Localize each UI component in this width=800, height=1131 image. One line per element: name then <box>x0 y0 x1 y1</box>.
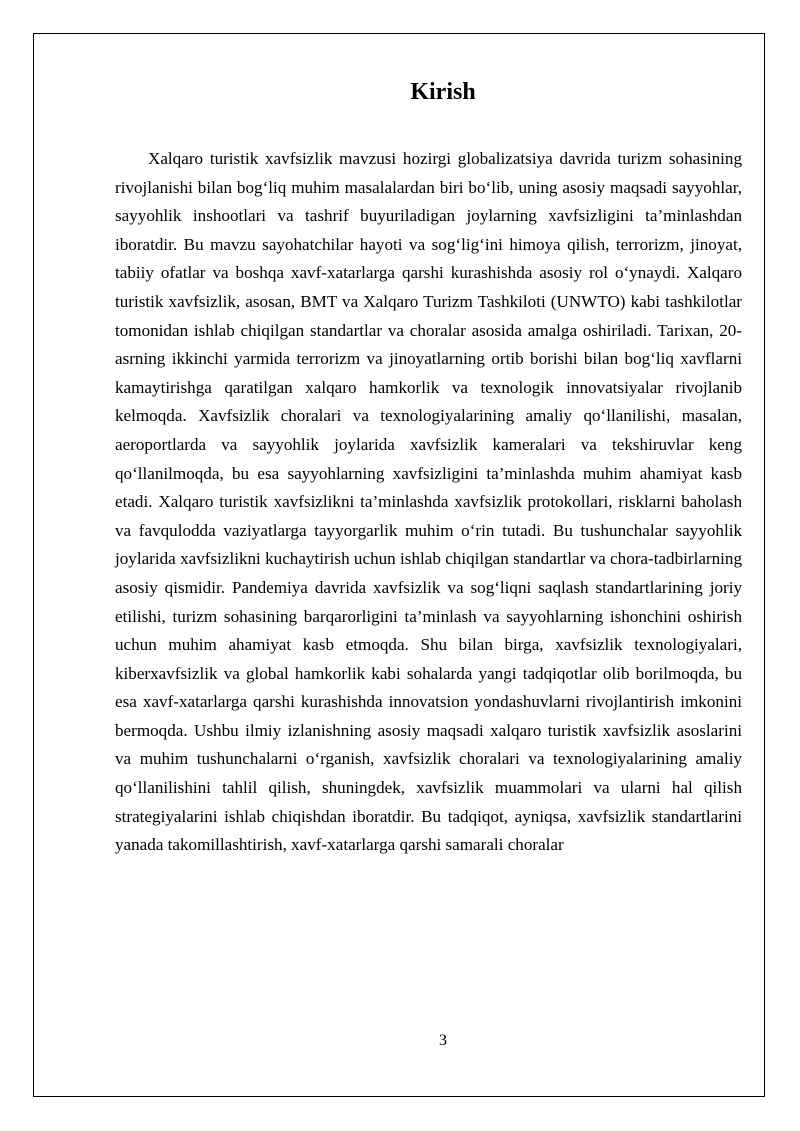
body-paragraph: Xalqaro turistik xavfsizlik mavzusi hozirgi globalizatsiya davrida turizm sohasining rivojlanishi bilan bog‘liq muhim masalalardan biri bo‘lib, uning asosiy maqsadi sayyohlar, sayyohlik inshootlari va tashrif buyuriladigan joylarning xavfsizligini ta’minlashdan iboratdir. Bu mavzu sayohatchilar hayoti va sog‘lig‘ini himoya qilish, terrorizm, jinoyat, tabiiy ofatlar va boshqa xavf-xatarlarga qarshi kurashishda asosiy rol o‘ynaydi. Xalqaro turistik xavfsizlik, asosan, BMT va Xalqaro Turizm Tashkiloti (UNWTO) kabi tashkilotlar tomonidan ishlab chiqilgan standartlar va choralar asosida amalga oshiriladi. Tarixan, 20-asrning ikkinchi yarmida terrorizm va jinoyatlarning ortib borishi bilan bog‘liq xavflarni kamaytirishga qaratilgan xalqaro hamkorlik va texnologik innovatsiyalar rivojlanib kelmoqda. Xavfsizlik choralari va texnologiyalarining amaliy qo‘llanilishi, masalan, aeroportlarda va sayyohlik joylarida xavfsizlik kameralari va tekshiruvlar keng qo‘llanilmoqda, bu esa sayyohlarning xavfsizligini ta’minlashda muhim ahamiyat kasb etadi. Xalqaro turistik xavfsizlikni ta’minlashda xavfsizlik protokollari, risklarni baholash va favqulodda vaziyatlarga tayyorgarlik muhim o‘rin tutadi. Bu tushunchalar sayyohlik joylarida xavfsizlikni kuchaytirish uchun ishlab chiqilgan standartlar va chora-tadbirlarning asosiy qismidir. Pandemiya davrida xavfsizlik va sog‘liqni saqlash standartlarining joriy etilishi, turizm sohasining barqarorligini ta’minlash va sayyohlarning ishonchini oshirish uchun muhim ahamiyat kasb etmoqda. Shu bilan birga, xavfsizlik texnologiyalari, kiberxavfsizlik va global hamkorlik kabi sohalarda yangi tadqiqotlar olib borilmoqda, bu esa xavf-xatarlarga qarshi kurashishda innovatsion yondashuvlarni rivojlantirish imkonini bermoqda. Ushbu ilmiy izlanishning asosiy maqsadi xalqaro turistik xavfsizlik asoslarini va muhim tushunchalarni o‘rganish, xavfsizlik choralari va texnologiyalarining amaliy qo‘llanilishini tahlil qilish, shuningdek, xavfsizlik muammolari va ularni hal qilish strategiyalarini ishlab chiqishdan iboratdir. Bu tadqiqot, ayniqsa, xavfsizlik standartlarini yanada takomillashtirish, xavf-xatarlarga qarshi samarali choralar <box>115 149 742 855</box>
page-title: Kirish <box>410 79 476 105</box>
page-number: 3 <box>439 1032 447 1049</box>
